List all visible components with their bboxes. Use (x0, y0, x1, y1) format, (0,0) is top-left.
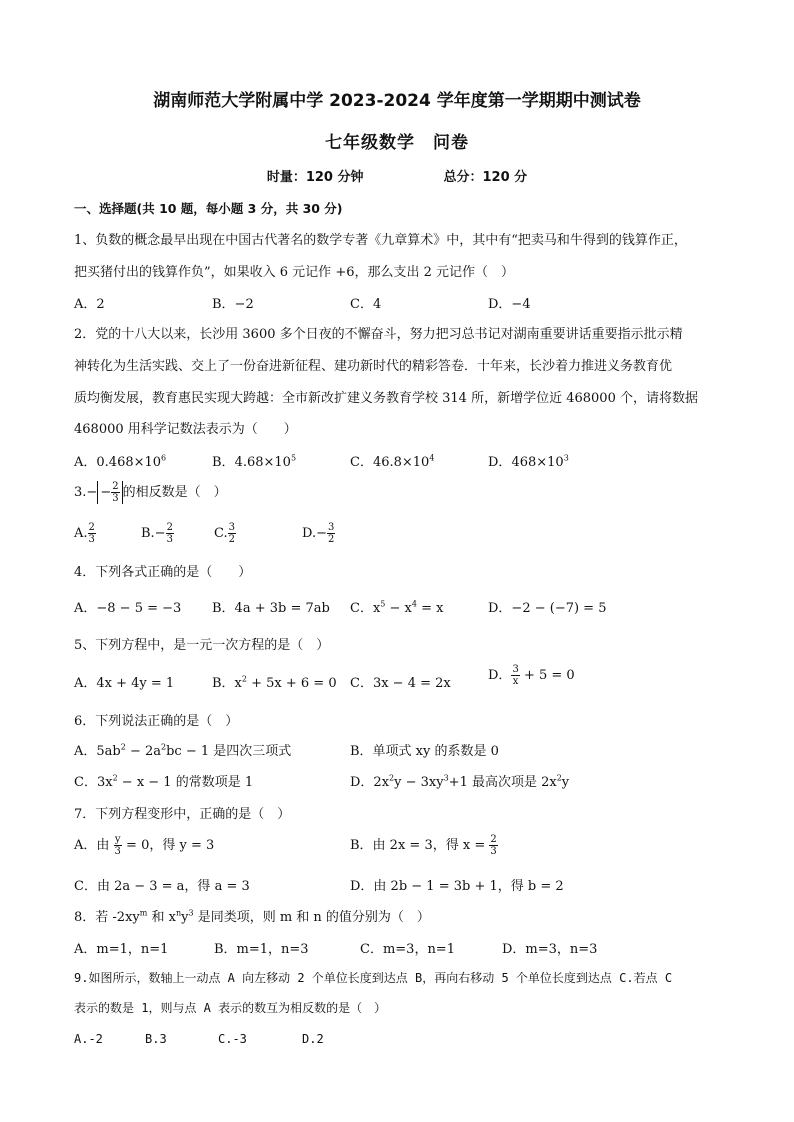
q2-option-b: B．$4.68\times 10^5$ (212, 453, 297, 470)
q7-option-d: D．由 2b − 1 = 3b + 1，得 b = 2 (350, 879, 564, 894)
q8-option-c: C．m=3，n=1 (360, 942, 455, 957)
q3-option-a: A. $\frac{2}{3}$ (74, 522, 95, 545)
exam-meta (0, 166, 794, 185)
q7-option-b: B．由 2x = 3，得 x = $\frac{2}{3}$ (350, 834, 497, 857)
q3-option-c: C. $\frac{3}{2}$ (214, 522, 235, 545)
q1-option-a: A．2 (74, 297, 105, 312)
q1-line1: 1、负数的概念最早出现在中国古代著名的数学专著《九章算术》中，其中有“把卖马和牛得到的钱算作正， (74, 233, 687, 248)
q7-stem: 7．下列方程变形中，正确的是（ ） (74, 807, 291, 822)
q1-option-d: D．−4 (488, 297, 531, 312)
q3-option-b: B.− $\frac{2}{3}$ (141, 522, 173, 545)
q6-option-a: A．$5ab^2 - 2a^2bc - 1$ 是四次三项式 (74, 742, 292, 759)
q5-option-d: D． $\frac{3}{x}$ + 5 = 0 (488, 664, 575, 687)
q3-option-d: D.− $\frac{3}{2}$ (302, 522, 335, 545)
q3-stem: 3.− − $\frac{2}{3}$ 的相反数是（ ） (74, 481, 227, 504)
q6-option-c: C．$3x^2 - x - 1$ 的常数项是 1 (74, 773, 254, 790)
q7-option-c: C．由 2a − 3 = a，得 a = 3 (74, 879, 250, 894)
q2-line3: 质均衡发展，教育惠民实现大跨越：全市新改扩建义务教育学校 314 所，新增学位近 468000 个，请将数据 (74, 391, 698, 406)
q2-line2: 神转化为生活实践、交上了一份奋进新征程、建功新时代的精彩答卷．十年来，长沙着力推进义务教育优 (74, 359, 673, 374)
q5-option-a: A．4x + 4y = 1 (74, 676, 175, 691)
q8-stem: 8．若 $-2xy^m$ 和 $x^ny^3$ 是同类项，则 m 和 n 的值分别为（ ） (74, 908, 430, 925)
exam-title: 湖南师范大学附属中学 2023-2024 学年度第一学期期中测试卷 (153, 91, 641, 111)
exam-time: 时量：120 分钟 (266, 170, 364, 185)
q2-option-d: D．$468\times 10^3$ (488, 453, 569, 470)
q5-option-b: B．$x^2 + 5x + 6 = 0$ (212, 674, 337, 691)
q4-option-a: A．−8 − 5 = −3 (74, 601, 182, 616)
q8-option-d: D．m=3，n=3 (502, 942, 598, 957)
exam-score: 总分：120 分 (443, 170, 528, 185)
q4-option-b: B．4a + 3b = 7ab (212, 601, 330, 616)
q4-option-d: D．−2 − (−7) = 5 (488, 601, 607, 616)
absolute-value: − $\frac{2}{3}$ (97, 481, 122, 504)
q2-line1: 2．党的十八大以来，长沙用 3600 多个日夜的不懈奋斗，努力把习总书记对湖南重要讲话重要指示批示精 (74, 327, 683, 342)
q1-option-c: C．4 (350, 297, 382, 312)
q1-line2: 把买猪付出的钱算作负”，如果收入 6 元记作 +6，那么支出 2 元记作（ ） (74, 265, 515, 280)
q1-option-b: B．−2 (212, 297, 254, 312)
q2-option-a: A．$0.468\times 10^6$ (74, 453, 167, 470)
q9-option-c: C.-3 (218, 1032, 247, 1046)
q2-option-c: C．$46.8\times 10^4$ (350, 453, 435, 470)
q5-stem: 5、下列方程中，是一元一次方程的是（ ） (74, 638, 330, 653)
q5-option-c: C．3x − 4 = 2x (350, 676, 451, 691)
q6-option-d: D．$2x^2y - 3xy^3+1$ 最高次项是 $2x^2y$ (350, 773, 570, 790)
q8-option-a: A．m=1，n=1 (74, 942, 169, 957)
q4-option-c: C．$x^5 - x^4 = x$ (350, 599, 444, 616)
q9-option-a: A.-2 (74, 1032, 103, 1046)
q7-option-a: A．由 $\frac{y}{3}$ = 0，得 y = 3 (74, 834, 215, 857)
section-heading: 一、选择题(共 10 题，每小题 3 分，共 30 分) (74, 201, 343, 216)
exam-subtitle: 七年级数学 问卷 (325, 133, 469, 153)
q9-option-b: B.3 (145, 1032, 167, 1046)
q9-line1: 9.如图所示，数轴上一动点 A 向左移动 2 个单位长度到达点 B，再向右移动 5 个单位长度到达点 C.若点 C (74, 971, 673, 985)
q6-stem: 6．下列说法正确的是（ ） (74, 714, 239, 729)
q4-stem: 4．下列各式正确的是（ ） (74, 565, 252, 580)
q6-option-b: B．单项式 xy 的系数是 0 (350, 744, 499, 759)
q8-option-b: B．m=1，n=3 (214, 942, 309, 957)
q2-line4: 468000 用科学记数法表示为（ ） (74, 422, 297, 437)
q9-option-d: D.2 (302, 1032, 324, 1046)
q9-line2: 表示的数是 1，则与点 A 表示的数互为相反数的是（ ） (74, 1001, 387, 1015)
